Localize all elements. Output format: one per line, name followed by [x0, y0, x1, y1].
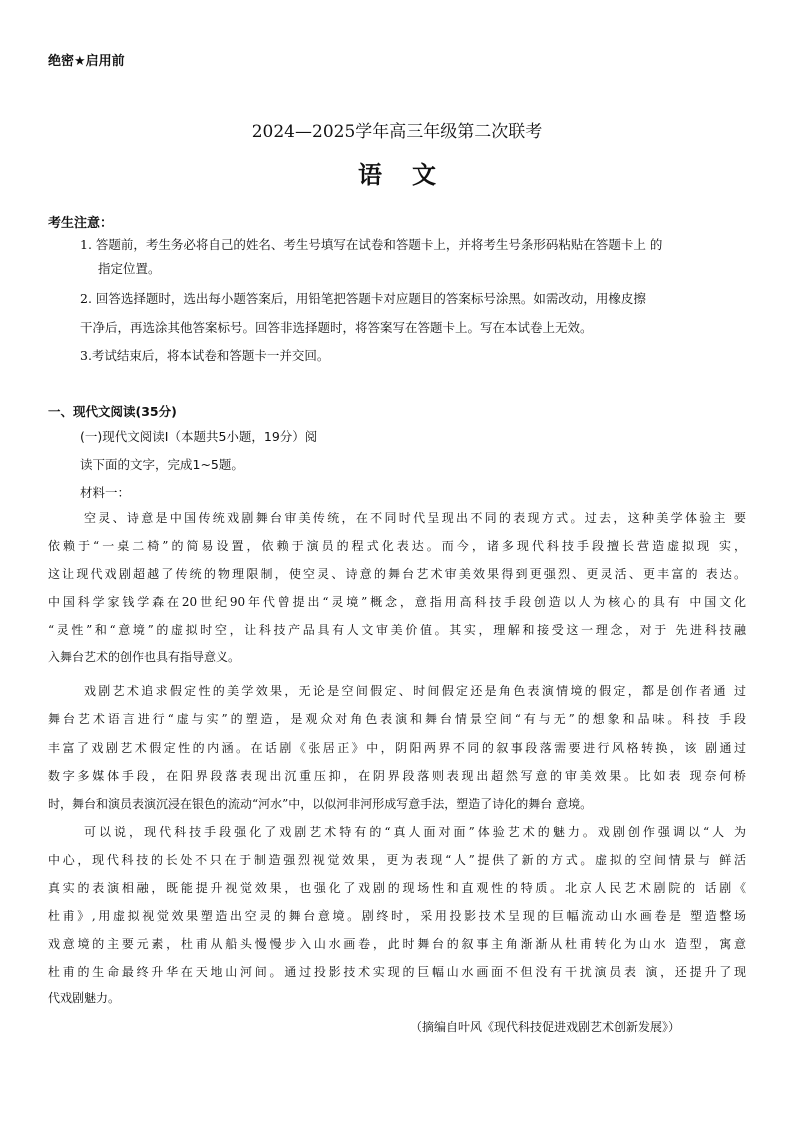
body-line: 这让现代戏剧超越了传统的物理限制，使空灵、诗意的舞台艺术审美效果得到更强烈、更灵活、更丰富的 表达。 [48, 567, 746, 581]
body-line: 真实的表演相融，既能提升视觉效果，也强化了戏剧的现场性和直观性的特质。北京人民艺术剧院的 话剧《 [48, 881, 746, 895]
body-line: 数字多媒体手段，在阳界段落表现出沉重压抑，在阴界段落则表现出超然写意的审美效果。比如表 现奈何桥 [48, 769, 746, 783]
body-line: 中心，现代科技的长处不只在于制造强烈视觉效果，更为表现“人”提供了新的方式。虚拟的空间情景与 鲜活 [48, 853, 746, 867]
body-line: 入舞台艺术的创作也具有指导意义。 [48, 650, 241, 664]
body-line: 杜甫的生命最终升华在天地山河间。通过投影技术实现的巨幅山水画面不但没有干扰演员表 演，还提升了现 [48, 965, 746, 979]
body-line: 代戏剧魅力。 [48, 991, 121, 1005]
body-line: 杜甫》,用虚拟视觉效果塑造出空灵的舞台意境。剧终时，采用投影技术呈现的巨幅流动山水画卷是 塑造整场 [48, 909, 746, 923]
body-line: 依赖于“一桌二椅”的简易设置，依赖于演员的程式化表达。而今，诸多现代科技手段擅长营造虚拟现 实， [48, 539, 746, 553]
notice-line: 干净后，再选涂其他答案标号。回答非选择题时，将答案写在答题卡上。写在本试卷上无效。 [80, 320, 593, 335]
notice-line: 2. 回答选择题时，选出每小题答案后，用铅笔把答题卡对应题目的答案标号涂黑。如需改动，用橡皮擦 [80, 291, 646, 306]
body-line: 中国科学家钱学森在20世纪90年代曾提出“灵境”概念，意指用高科技手段创造以人为核心的具有 中国文化 [48, 595, 746, 609]
body-line: 戏剧艺术追求假定性的美学效果，无论是空间假定、时间假定还是角色表演情境的假定，都是创作者通 过 [84, 684, 746, 698]
notice-heading: 考生注意： [48, 216, 114, 231]
body-line: 戏意境的主要元素，杜甫从船头慢慢步入山水画卷，此时舞台的叙事主角渐渐从杜甫转化为山水 造型，寓意 [48, 937, 746, 951]
body-line: 空灵、诗意是中国传统戏剧舞台审美传统，在不同时代呈现出不同的表现方式。过去，这种美学体验主 要 [84, 511, 746, 525]
body-line: 舞台艺术语言进行“虚与实”的塑造，是观众对角色表演和舞台情景空间“有与无”的想象和品味。科技 手段 [48, 712, 746, 726]
body-line: 丰富了戏剧艺术假定性的内涵。在话剧《张居正》中，阴阳两界不同的叙事段落需要进行风格转换，该 剧通过 [48, 741, 746, 755]
notice-line: 1. 答题前，考生务必将自己的姓名、考生号填写在试卷和答题卡上，并将考生号条形码粘贴在答题卡上 的 [80, 237, 663, 252]
section-heading: 一、现代文阅读(35分) [48, 404, 177, 419]
sub-section-heading: (一)现代文阅读I（本题共5小题，19分）阅 [80, 429, 318, 444]
reading-instruction: 读下面的文字，完成1~5题。 [80, 457, 244, 472]
secret-mark: 绝密★启用前 [48, 54, 125, 69]
body-line: 时，舞台和演员表演沉浸在银色的流动“河水”中，以似河非河形成写意手法，塑造了诗化的舞台 意境。 [48, 797, 593, 811]
subject-title: 语文 [358, 161, 466, 189]
body-line: 可以说，现代科技手段强化了戏剧艺术特有的“真人面对面”体验艺术的魅力。戏剧创作强调以“人 为 [84, 825, 746, 839]
notice-line: 指定位置。 [98, 261, 161, 276]
body-line: “灵性”和“意境”的虚拟时空，让科技产品具有人文审美价值。其实，理解和接受这一理念，对于 先进科技融 [48, 623, 746, 637]
exam-title: 2024—2025学年高三年级第二次联考 [251, 122, 543, 142]
notice-line: 3.考试结束后，将本试卷和答题卡一并交回。 [80, 348, 330, 363]
source-citation: （摘编自叶风《现代科技促进戏剧艺术创新发展》） [410, 1020, 681, 1034]
material-label: 材料一： [80, 485, 131, 500]
